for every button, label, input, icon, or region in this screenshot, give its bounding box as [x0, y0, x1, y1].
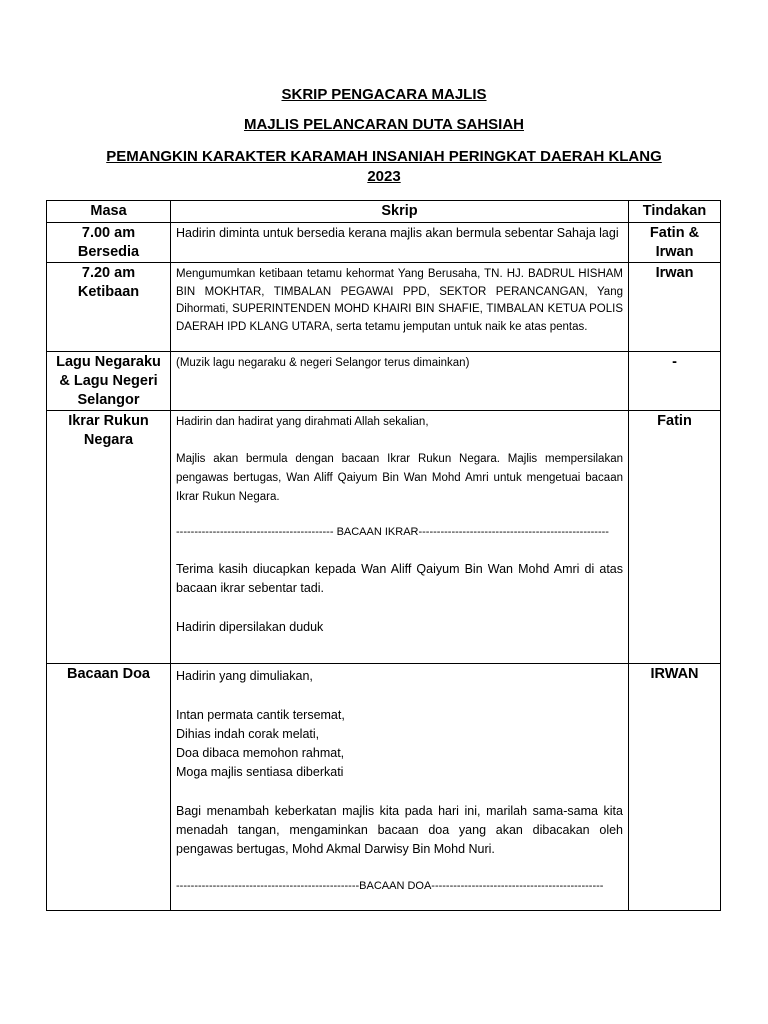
program-title-line2: 2023	[367, 168, 401, 185]
table-row	[47, 664, 721, 911]
table-row	[47, 352, 721, 411]
document-title: SKRIP PENGACARA MAJLIS	[281, 86, 487, 103]
masa-label: Ikrar Rukun	[68, 413, 149, 429]
masa-time: 7.20 am	[81, 265, 136, 281]
skrip-separator: --------------------------------------------------BACAAN DOA-----------------------------------------------	[176, 880, 604, 892]
table-row	[47, 223, 721, 263]
masa-label: Bersedia	[77, 244, 140, 260]
masa-cell	[47, 664, 171, 911]
skrip-text: Mengumumkan ketibaan tetamu kehormat Yang Berusaha, TN. HJ. BADRUL HISHAM BIN MOKHTAR, TIMBALAN PEGAWAI PPD, SEKTOR PERANCANGAN, Yang Dihormati, SUPERINTENDEN MOHD KHAIRI BIN SHAFIE, TIMBALAN KETUA POLIS DAERAH IPD KLANG UTARA, serta tetamu jemputan untuk naik ke atas pentas.	[176, 268, 623, 333]
skrip-text: Hadirin diminta untuk bersedia kerana majlis akan bermula sebentar Sahaja lagi	[176, 226, 619, 240]
skrip-text: Hadirin dipersilakan duduk	[176, 619, 324, 634]
masa-cell	[47, 411, 171, 664]
masa-label: Lagu Negaraku	[56, 354, 161, 370]
skrip-greeting: Hadirin dan hadirat yang dirahmati Allah sekalian,	[176, 416, 429, 428]
poem-line: Doa dibaca memohon rahmat,	[176, 746, 345, 760]
table-header-row	[47, 201, 721, 223]
skrip-text: Bagi menambah keberkatan majlis kita pada hari ini, marilah sama-sama kita menadah tangan, mengaminkan bacaan doa yang akan dibacakan oleh pengawas bertugas, Mohd Akmal Darwisy Bin Mohd Nuri.	[176, 804, 623, 856]
tindakan-cell	[629, 263, 721, 352]
masa-label: Bacaan Doa	[66, 666, 150, 682]
tindakan-cell	[629, 352, 721, 411]
masa-label: Negara	[83, 432, 134, 448]
skrip-cell	[171, 664, 629, 911]
masa-label: Ketibaan	[77, 284, 140, 300]
event-title: MAJLIS PELANCARAN DUTA SAHSIAH	[243, 116, 524, 133]
tindakan-name: Irwan	[655, 265, 694, 281]
header-tindakan: Tindakan	[629, 201, 721, 223]
tindakan-cell	[629, 411, 721, 664]
masa-cell	[47, 263, 171, 352]
poem-line: Dihias indah corak melati,	[176, 727, 320, 741]
tindakan-name: -	[672, 354, 677, 370]
skrip-cell	[171, 223, 629, 263]
skrip-greeting: Hadirin yang dimuliakan,	[176, 669, 313, 683]
masa-label: Selangor	[77, 392, 140, 408]
skrip-separator: ------------------------------------------- BACAAN IKRAR----------------------------------------------------	[176, 525, 609, 538]
script-table	[46, 200, 721, 911]
skrip-cell	[171, 411, 629, 664]
tindakan-name: IRWAN	[650, 666, 699, 682]
skrip-text: Terima kasih diucapkan kepada Wan Aliff Qaiyum Bin Wan Mohd Amri di atas bacaan ikrar sebentar tadi.	[176, 561, 623, 595]
tindakan-cell	[629, 223, 721, 263]
masa-label: & Lagu Negeri	[59, 373, 158, 389]
document-headings	[0, 86, 768, 187]
tindakan-cell	[629, 664, 721, 911]
masa-cell	[47, 223, 171, 263]
tindakan-name: Fatin &	[649, 225, 700, 241]
header-skrip: Skrip	[171, 201, 629, 223]
poem-line: Moga majlis sentiasa diberkati	[176, 765, 344, 779]
skrip-text: Majlis akan bermula dengan bacaan Ikrar Rukun Negara. Majlis mempersilakan pengawas bertugas, Wan Aliff Qaiyum Bin Wan Mohd Amri untuk mengetuai bacaan Ikrar Rukun Negara.	[176, 452, 623, 503]
poem-line: Intan permata cantik tersemat,	[176, 708, 345, 722]
masa-time: 7.00 am	[81, 225, 136, 241]
table-row	[47, 263, 721, 352]
tindakan-name: Fatin	[657, 413, 692, 429]
masa-cell	[47, 352, 171, 411]
header-masa: Masa	[47, 201, 171, 223]
skrip-text: (Muzik lagu negaraku & negeri Selangor terus dimainkan)	[176, 357, 470, 369]
skrip-cell	[171, 263, 629, 352]
program-title-line1: PEMANGKIN KARAKTER KARAMAH INSANIAH PERINGKAT DAERAH KLANG	[106, 148, 662, 165]
skrip-cell	[171, 352, 629, 411]
tindakan-name: Irwan	[655, 244, 694, 260]
table-row	[47, 411, 721, 664]
